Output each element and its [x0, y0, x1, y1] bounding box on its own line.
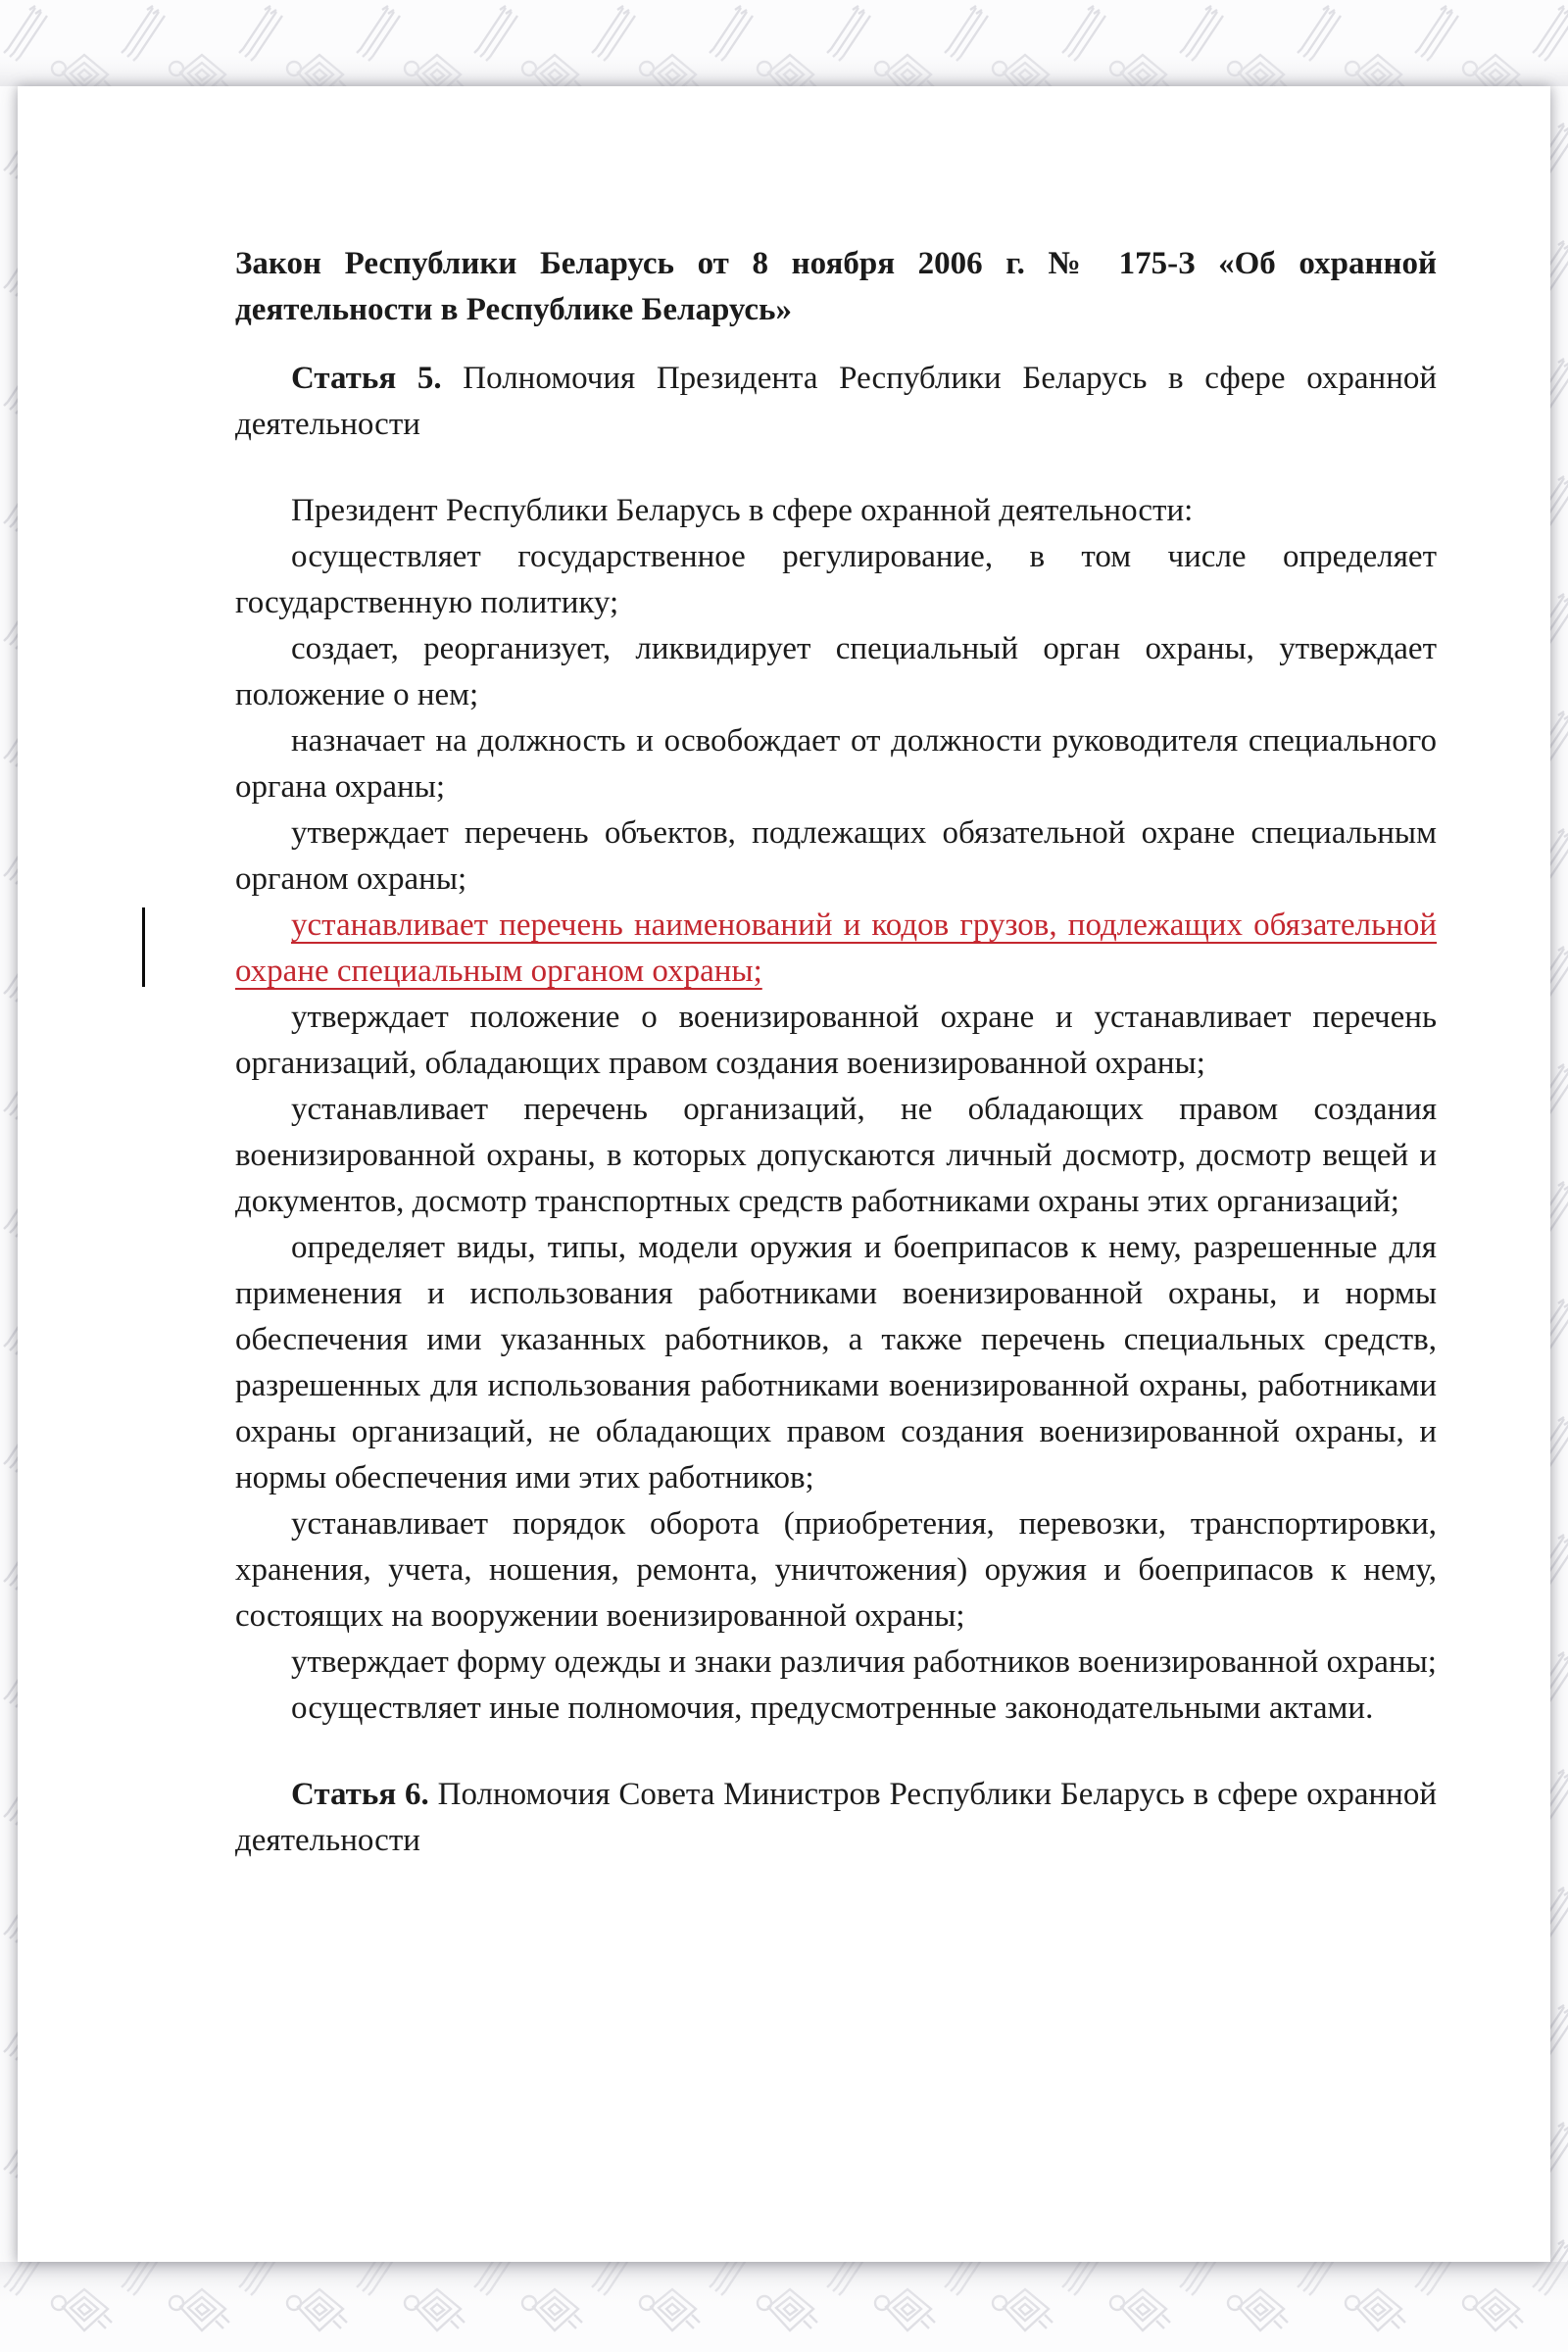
- provision-paragraph: осуществляет иные полномочия, предусмотренные законодательными актами.: [291, 1690, 1374, 1726]
- article-5-heading: [235, 356, 1437, 448]
- provision-paragraph: утверждает перечень объектов, подлежащих обязательной охране специальным органом охраны;: [235, 815, 1437, 897]
- provisions-list: [235, 534, 1437, 1732]
- revision-change-bar: [142, 907, 145, 987]
- document-page: [18, 86, 1550, 2262]
- document-content: [235, 241, 1437, 1864]
- provision-paragraph: утверждает форму одежды и знаки различия работников военизированной охраны;: [291, 1644, 1437, 1680]
- provision-paragraph: утверждает положение о военизированной охране и устанавливает перечень организаций, обладающих правом создания военизированной охраны;: [235, 1000, 1437, 1081]
- provision-paragraph: устанавливает перечень организаций, не обладающих правом создания военизированной охраны, в которых допускаются личный досмотр, досмотр вещей и документов, досмотр транспортных средств работниками охраны этих организаций;: [235, 1092, 1437, 1219]
- article-6-heading: [235, 1772, 1437, 1864]
- provision-paragraph: осуществляет государственное регулирование, в том числе определяет государственную политику;: [235, 539, 1437, 620]
- intro-paragraph: Президент Республики Беларусь в сфере охранной деятельности:: [291, 493, 1194, 528]
- provision-paragraph: создает, реорганизует, ликвидирует специальный орган охраны, утверждает положение о нем;: [235, 631, 1437, 712]
- article-5-label: Статья 5.: [291, 361, 442, 396]
- provision-paragraph: назначает на должность и освобождает от должности руководителя специального органа охраны;: [235, 723, 1437, 805]
- article-6-label: Статья 6.: [291, 1777, 429, 1812]
- law-title: Закон Республики Беларусь от 8 ноября 2006 г. № 175-З «Об охранной деятельности в Республике Беларусь»: [235, 246, 1437, 327]
- provision-paragraph: определяет виды, типы, модели оружия и боеприпасов к нему, разрешенные для применения и использования работниками военизированной охраны, и нормы обеспечения ими указанных работников, а также перечень специальных средств, разрешенных для использования работниками военизированной охраны, работниками охраны организаций, не обладающих правом создания военизированной охраны, и нормы обеспечения ими этих работников;: [235, 1230, 1437, 1495]
- article-6-title: Полномочия Совета Министров Республики Беларусь в сфере охранной деятельности: [235, 1777, 1438, 1858]
- provision-paragraph: устанавливает порядок оборота (приобретения, перевозки, транспортировки, хранения, учета, ношения, ремонта, уничтожения) оружия и боеприпасов к нему, состоящих на вооружении военизированной охраны;: [235, 1506, 1437, 1634]
- article-5-title: Полномочия Президента Республики Беларусь в сфере охранной деятельности: [235, 361, 1438, 442]
- inserted-provision-paragraph: устанавливает перечень наименований и кодов грузов, подлежащих обязательной охране специальным органом охраны;: [235, 903, 1437, 995]
